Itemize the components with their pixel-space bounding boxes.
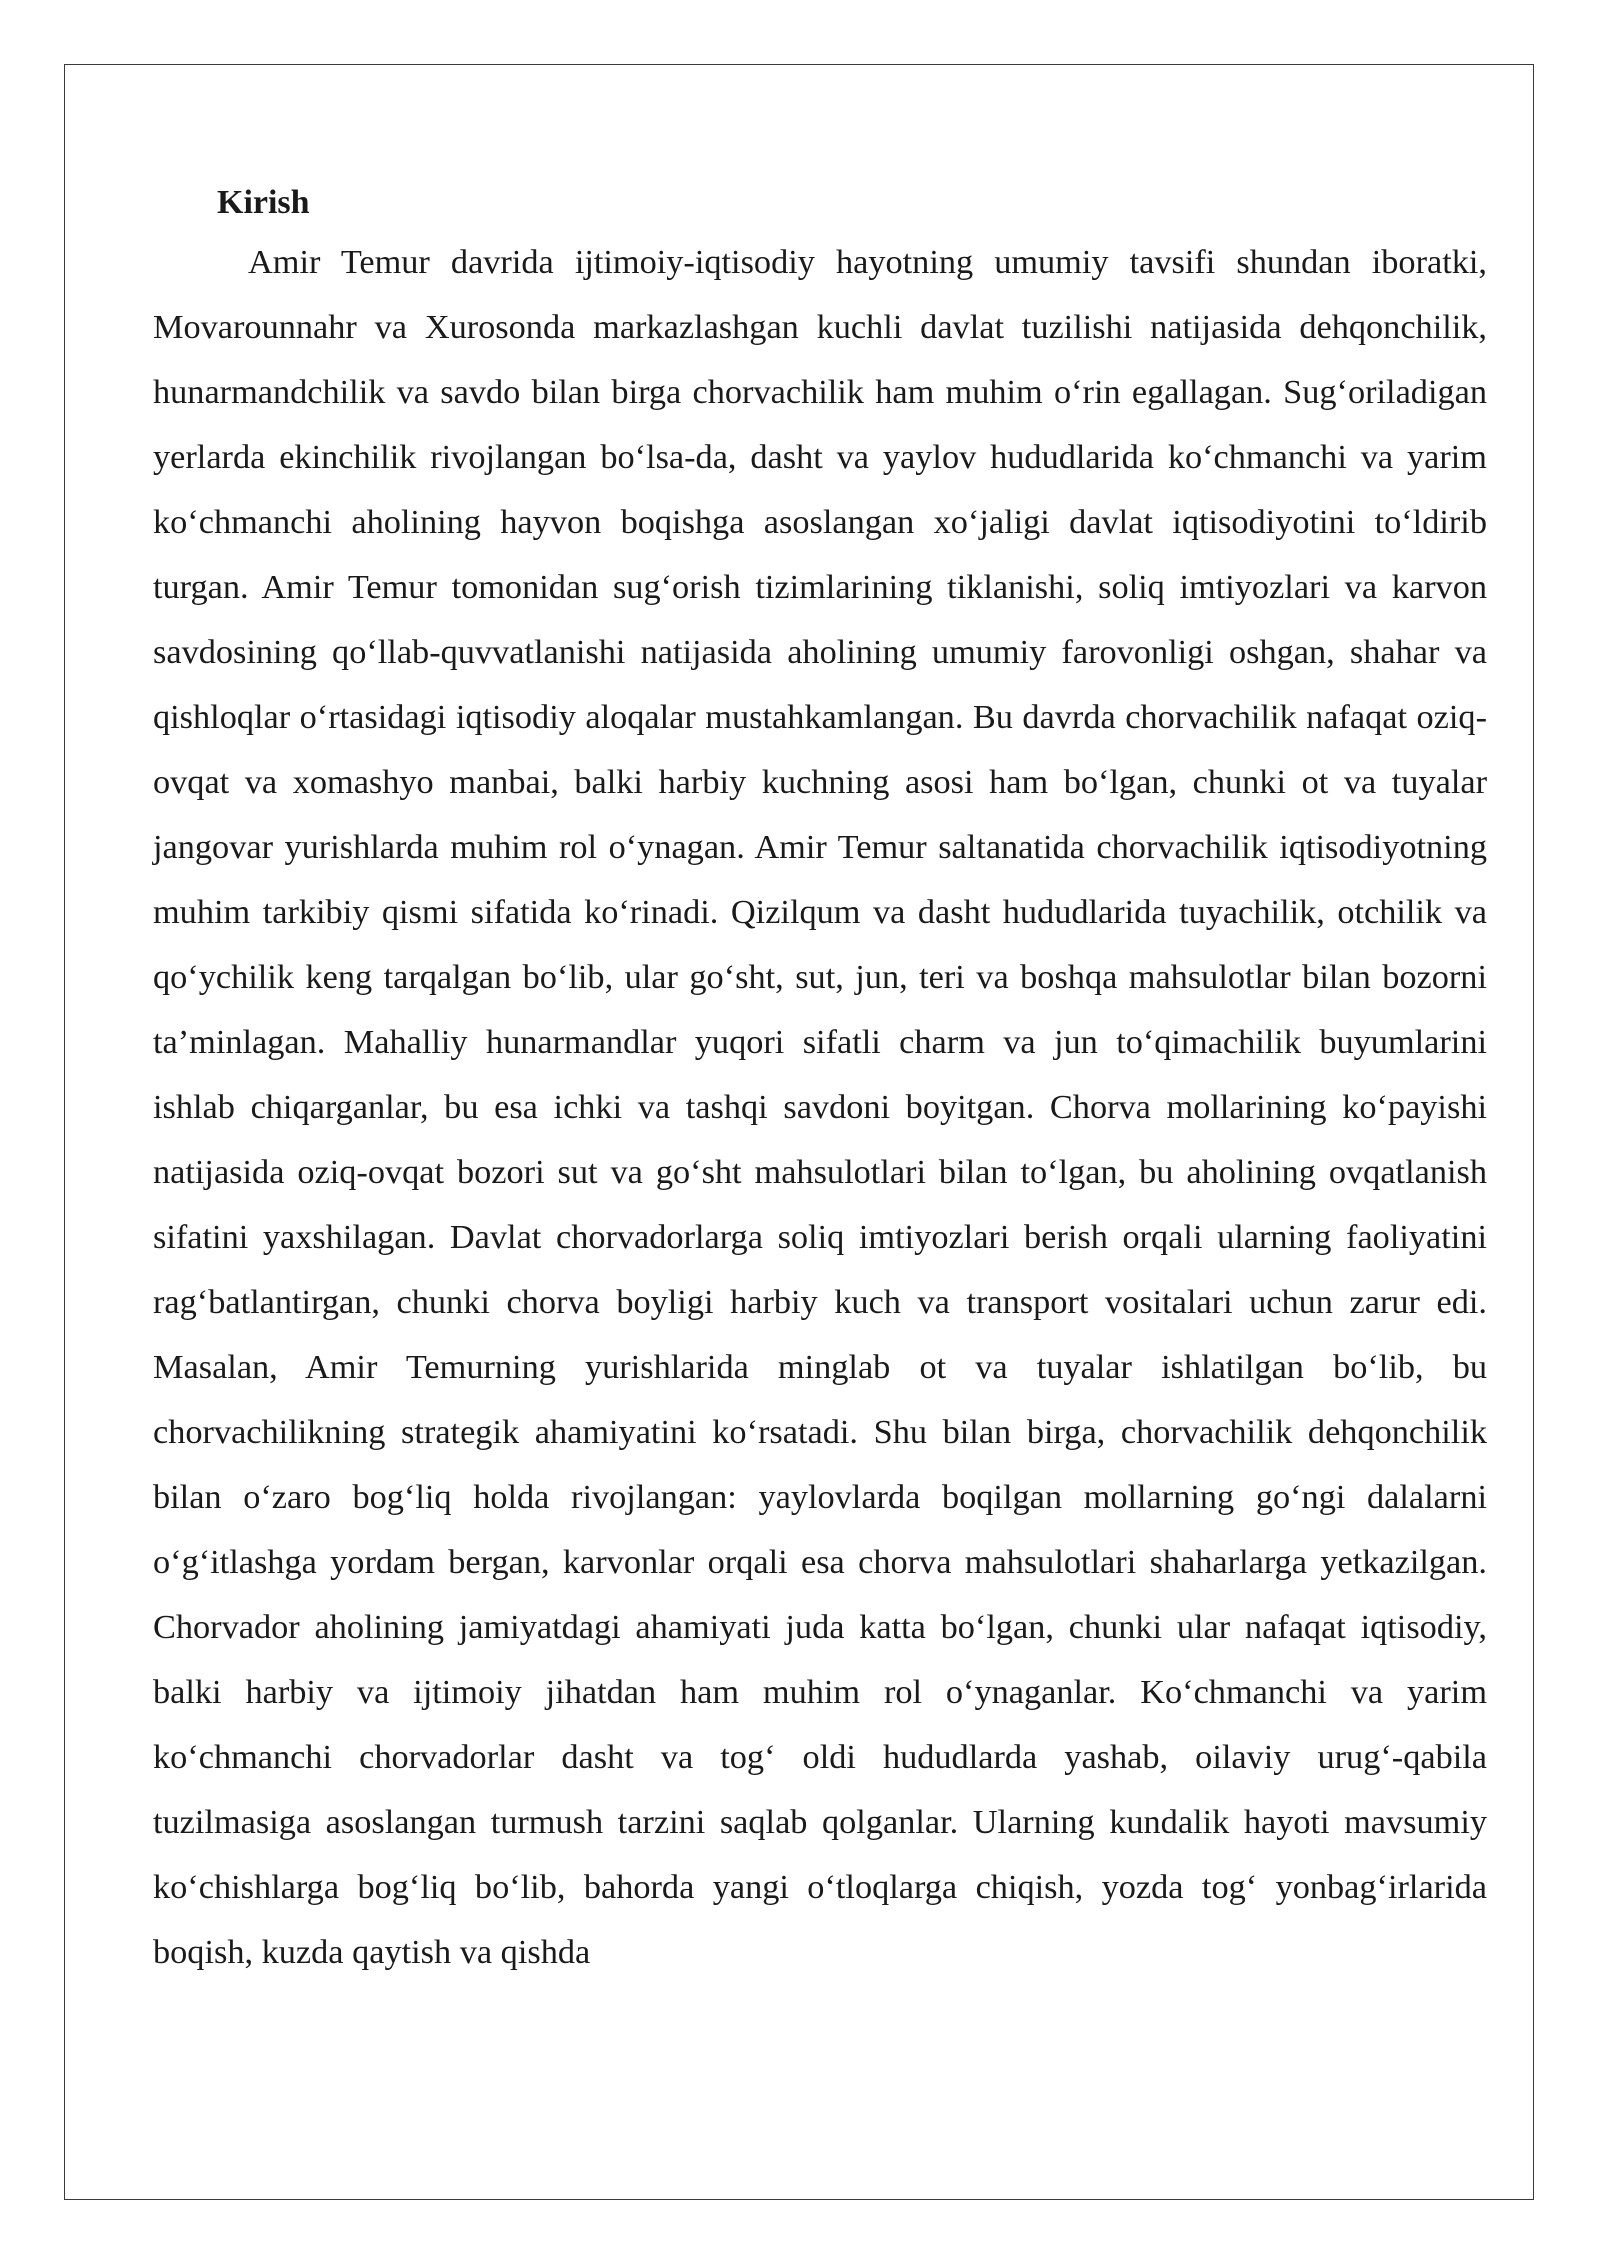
- document-body: [153, 176, 1487, 1985]
- body-paragraph: Amir Temur davrida ijtimoiy-iqtisodiy hayotning umumiy tavsifi shundan iboratki, Movarounnahr va Xurosonda markazlashgan kuchli davlat tuzilishi natijasida dehqonchilik, hunarmandchilik va savdo bilan birga chorvachilik ham muhim oʻrin egallagan. Sugʻoriladigan yerlarda ekinchilik rivojlangan boʻlsa-da, dasht va yaylov hududlarida koʻchmanchi va yarim koʻchmanchi aholining hayvon boqishga asoslangan xoʻjaligi davlat iqtisodiyotini toʻldirib turgan. Amir Temur tomonidan sugʻorish tizimlarining tiklanishi, soliq imtiyozlari va karvon savdosining qoʻllab-quvvatlanishi natijasida aholining umumiy farovonligi oshgan, shahar va qishloqlar oʻrtasidagi iqtisodiy aloqalar mustahkamlangan. Bu davrda chorvachilik nafaqat oziq-ovqat va xomashyo manbai, balki harbiy kuchning asosi ham boʻlgan, chunki ot va tuyalar jangovar yurishlarda muhim rol oʻynagan. Amir Temur saltanatida chorvachilik iqtisodiyotning muhim tarkibiy qismi sifatida koʻrinadi. Qizilqum va dasht hududlarida tuyachilik, otchilik va qoʻychilik keng tarqalgan boʻlib, ular goʻsht, sut, jun, teri va boshqa mahsulotlar bilan bozorni ta’minlagan. Mahalliy hunarmandlar yuqori sifatli charm va jun toʻqimachilik buyumlarini ishlab chiqarganlar, bu esa ichki va tashqi savdoni boyitgan. Chorva mollarining koʻpayishi natijasida oziq-ovqat bozori sut va goʻsht mahsulotlari bilan toʻlgan, bu aholining ovqatlanish sifatini yaxshilagan. Davlat chorvadorlarga soliq imtiyozlari berish orqali ularning faoliyatini ragʻbatlantirgan, chunki chorva boyligi harbiy kuch va transport vositalari uchun zarur edi. Masalan, Amir Temurning yurishlarida minglab ot va tuyalar ishlatilgan boʻlib, bu chorvachilikning strategik ahamiyatini koʻrsatadi. Shu bilan birga, chorvachilik dehqonchilik bilan oʻzaro bogʻliq holda rivojlangan: yaylovlarda boqilgan mollarning goʻngi dalalarni oʻgʻitlashga yordam bergan, karvonlar orqali esa chorva mahsulotlari shaharlarga yetkazilgan. Chorvador aholining jamiyatdagi ahamiyati juda katta boʻlgan, chunki ular nafaqat iqtisodiy, balki harbiy va ijtimoiy jihatdan ham muhim rol oʻynaganlar. Koʻchmanchi va yarim koʻchmanchi chorvadorlar dasht va togʻ oldi hududlarda yashab, oilaviy urugʻ-qabila tuzilmasiga asoslangan turmush tarzini saqlab qolganlar. Ularning kundalik hayoti mavsumiy koʻchishlarga bogʻliq boʻlib, bahorda yangi oʻtloqlarga chiqish, yozda togʻ yonbagʻirlarida boqish, kuzda qaytish va qishda: [153, 243, 1487, 1971]
- section-heading: Kirish: [217, 184, 310, 221]
